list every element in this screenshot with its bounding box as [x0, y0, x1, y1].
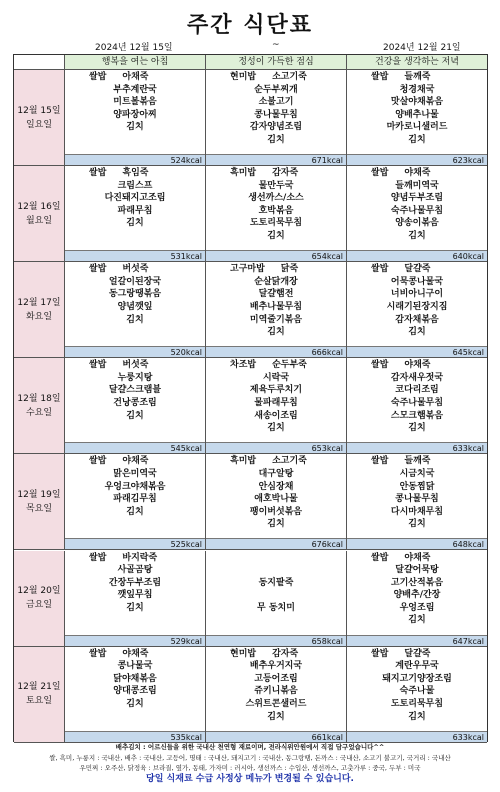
menu-item: 파래김무침	[113, 494, 157, 505]
date-range	[0, 40, 500, 54]
meal-menu	[347, 648, 487, 724]
menu-item: 김치	[408, 134, 426, 145]
meal-rice: 쌀밥	[371, 456, 389, 467]
menu-item: 생선까스/소스	[248, 193, 304, 204]
menu-item: 스위트콘샐러드	[245, 698, 307, 709]
meal-menu	[347, 167, 487, 243]
origin-line-1: 쌀, 흑미, 누룽지 : 국내산, 배추 : 국내산, 고등어, 명태 : 국내산, 돼지고기 : 국내산, 동그랑땡, 돈까스 : 국내산, 소고기 불고기, 국거리 : 국내산	[49, 754, 451, 762]
menu-item: 팽이버섯볶음	[249, 506, 303, 517]
calorie-bar: 633kcal	[347, 731, 487, 742]
menu-item: 김치	[126, 698, 144, 709]
menu-item: 맛살야채볶음	[390, 97, 444, 108]
calorie-bar: 671kcal	[206, 154, 346, 165]
day-row	[14, 454, 487, 550]
day-date: 12월 21일	[17, 682, 61, 693]
calorie-bar: 653kcal	[206, 442, 346, 453]
meal-rice: 쌀밥	[89, 360, 107, 371]
header-corner	[14, 55, 65, 70]
menu-item: 김치	[408, 519, 426, 530]
meal-porridge: 버섯죽	[122, 360, 149, 371]
meal-porridge: 달걀죽	[404, 648, 431, 659]
menu-item: 스모크햄볶음	[390, 410, 444, 421]
meal-porridge: 야채죽	[404, 168, 431, 179]
meal-staples	[65, 455, 205, 468]
day-weekday: 수요일	[25, 407, 53, 418]
day-row	[14, 70, 487, 166]
meal-menu	[65, 552, 205, 615]
meal-staples	[347, 552, 487, 565]
meal-staples	[347, 359, 487, 372]
menu-table	[13, 54, 488, 742]
menu-item: 안심장채	[258, 481, 294, 492]
calorie-bar: 545kcal	[65, 442, 205, 453]
menu-item: 숙주나물무침	[390, 205, 444, 216]
calorie-bar: 623kcal	[347, 154, 487, 165]
meal-cell-dinner	[347, 454, 487, 549]
meal-menu	[206, 359, 346, 435]
menu-item: 순살닭개장	[254, 276, 298, 287]
menu-item: 돼지고기양장조림	[382, 673, 452, 684]
kimchi-note: 배추김치 : 어르신들을 위한 국내산 천연형 재료이며, 전라식위안원에서 직접 담구었습니다^^	[115, 743, 385, 751]
menu-item: 다진돼지고조림	[104, 193, 166, 204]
meal-rice: 쌀밥	[371, 552, 389, 563]
header-dinner: 건강을 생각하는 저녁	[347, 55, 487, 70]
menu-item: 맑은미역국	[113, 468, 157, 479]
meal-staples	[65, 552, 205, 565]
meal-rice: 쌀밥	[371, 648, 389, 659]
meal-cell-dinner	[347, 70, 487, 165]
meal-porridge: 순두부죽	[272, 360, 307, 371]
menu-item: 안동찜닭	[399, 481, 435, 492]
meal-porridge: 들깨죽	[404, 456, 431, 467]
calorie-bar: 531kcal	[65, 250, 205, 261]
meal-staples	[347, 263, 487, 276]
day-label	[14, 262, 65, 357]
meal-porridge: 바지락죽	[122, 552, 158, 563]
meal-porridge: 닭죽	[280, 264, 299, 275]
day-label	[14, 166, 65, 261]
menu-item: 김치	[408, 423, 426, 434]
menu-item: 시금치국	[399, 468, 435, 479]
menu-item: 달걀햄전	[258, 289, 294, 300]
meal-porridge: 들깨죽	[404, 72, 431, 82]
day-date: 12월 15일	[17, 105, 61, 116]
menu-item: 콩나물무침	[395, 494, 439, 505]
meal-rice: 차조밥	[230, 360, 257, 371]
meal-cell-lunch	[206, 262, 347, 357]
meal-menu	[206, 263, 346, 339]
meal-cell-dinner	[347, 647, 487, 742]
menu-item: 달걀어묵탕	[395, 565, 439, 576]
menu-item	[206, 589, 346, 602]
day-label	[14, 647, 65, 742]
meal-rice: 쌀밥	[371, 72, 389, 82]
meal-porridge: 소고기죽	[272, 72, 307, 82]
calorie-bar: 648kcal	[347, 538, 487, 549]
calorie-bar: 661kcal	[206, 731, 346, 742]
menu-item: 부추계란국	[113, 84, 157, 95]
menu-item: 양송이볶음	[395, 218, 439, 229]
menu-item: 크림스프	[117, 180, 153, 191]
menu-item: 애호박나물	[254, 494, 298, 505]
menu-item: 숙주나물무침	[390, 398, 444, 409]
meal-staples	[206, 455, 346, 468]
menu-item: 시락국	[262, 372, 290, 383]
menu-item: 양념두부조림	[390, 193, 444, 204]
menu-item: 감자채볶음	[395, 314, 439, 325]
menu-item: 제육두루치기	[249, 385, 303, 396]
origin-line-2: 우민찌 : 오주산, 닭정육 : 브라질, 옆가, 동태, 가자미 : 러시아, 생선까스 : 수입산, 생선까스, 고춧가루 : 중국, 두부 : 미국	[79, 764, 421, 772]
menu-item: 김치	[267, 231, 285, 242]
calorie-bar: 647kcal	[347, 635, 487, 646]
day-weekday: 화요일	[25, 311, 53, 322]
day-label	[14, 358, 65, 453]
menu-item: 배추우거지국	[249, 661, 303, 672]
date-separator: ~	[272, 40, 280, 50]
menu-item: 마카로니샐러드	[386, 122, 448, 133]
meal-cell-breakfast	[65, 551, 206, 646]
menu-item: 쥬키니볶음	[254, 686, 298, 697]
calorie-bar: 658kcal	[206, 635, 346, 646]
menu-item: 동지팥죽	[258, 577, 294, 588]
menu-item: 시래기된장지짐	[386, 301, 448, 312]
menu-item: 콩나물국	[117, 661, 153, 672]
menu-item: 배추나물무침	[249, 301, 303, 312]
meal-porridge: 흑임죽	[122, 168, 149, 179]
menu-item: 양배추나물	[395, 109, 439, 120]
meal-staples	[65, 71, 205, 84]
menu-item: 김치	[126, 218, 144, 229]
meal-cell-dinner	[347, 551, 487, 646]
menu-item: 건낭콩조림	[113, 398, 157, 409]
meal-rice: 흑미밥	[230, 168, 257, 179]
menu-item: 김치	[267, 134, 285, 145]
menu-item: 사골곰탕	[117, 565, 153, 576]
menu-item: 우엉크야채볶음	[104, 481, 166, 492]
calorie-bar: 654kcal	[206, 250, 346, 261]
meal-rice: 현미밥	[230, 72, 257, 82]
meal-rice: 쌀밥	[89, 168, 107, 179]
menu-item: 미트볼볶음	[113, 97, 157, 108]
meal-staples	[347, 648, 487, 661]
meal-cell-lunch	[206, 166, 347, 261]
meal-menu	[65, 648, 205, 711]
day-date: 12월 17일	[17, 297, 61, 308]
calorie-bar: 666kcal	[206, 346, 346, 357]
meal-porridge: 소고기죽	[272, 456, 307, 467]
menu-item: 김치	[267, 423, 285, 434]
menu-item: 계란우무국	[395, 661, 439, 672]
meal-porridge: 야채죽	[122, 456, 149, 467]
menu-item: 김치	[126, 314, 144, 325]
meal-menu	[65, 359, 205, 422]
menu-item: 숙주나물	[399, 686, 435, 697]
menu-item: 간장두부조림	[108, 577, 162, 588]
meal-rice: 쌀밥	[89, 264, 107, 275]
menu-item: 대구알탕	[258, 468, 294, 479]
meal-cell-lunch	[206, 647, 347, 742]
menu-item	[206, 564, 346, 577]
day-row	[14, 647, 487, 743]
meal-cell-breakfast	[65, 454, 206, 549]
date-start: 2024년 12월 15일	[95, 43, 173, 53]
meal-menu	[347, 71, 487, 147]
day-date: 12월 19일	[17, 489, 61, 500]
menu-item: 양대콩조림	[113, 686, 157, 697]
meal-porridge: 버섯죽	[122, 264, 149, 275]
menu-item: 닭야채볶음	[113, 673, 157, 684]
meal-menu	[206, 167, 346, 243]
menu-item: 새송이조림	[254, 410, 298, 421]
menu-item: 너비아니구이	[390, 289, 444, 300]
menu-item: 감자새우젓국	[390, 372, 444, 383]
meal-menu	[206, 455, 346, 531]
meal-staples	[206, 359, 346, 372]
meal-menu	[65, 455, 205, 518]
calorie-bar: 640kcal	[347, 250, 487, 261]
menu-item: 물만두국	[258, 180, 294, 191]
meal-menu	[65, 263, 205, 326]
calorie-bar: 645kcal	[347, 346, 487, 357]
calorie-bar: 520kcal	[65, 346, 205, 357]
day-row	[14, 551, 487, 647]
meal-menu	[347, 455, 487, 531]
menu-item: 청경채국	[399, 84, 435, 95]
meal-cell-lunch	[206, 358, 347, 453]
meal-staples	[65, 263, 205, 276]
menu-item: 김치	[126, 506, 144, 517]
meal-cell-breakfast	[65, 358, 206, 453]
meal-cell-breakfast	[65, 166, 206, 261]
meal-cell-lunch	[206, 70, 347, 165]
meal-cell-dinner	[347, 262, 487, 357]
meal-menu	[206, 552, 346, 628]
menu-item: 김치	[126, 410, 144, 421]
menu-item: 파래무침	[117, 205, 153, 216]
calorie-bar: 535kcal	[65, 731, 205, 742]
menu-item: 물파래무침	[254, 398, 298, 409]
meal-menu	[206, 648, 346, 724]
menu-item: 코다리조림	[395, 385, 439, 396]
menu-item: 다시마채무침	[390, 506, 444, 517]
menu-item: 감자양념조림	[249, 122, 303, 133]
meal-staples	[65, 359, 205, 372]
meal-staples	[206, 167, 346, 180]
meal-menu	[347, 359, 487, 435]
meal-porridge: 야채죽	[122, 648, 149, 659]
day-label	[14, 454, 65, 549]
menu-item: 김치	[267, 327, 285, 338]
menu-item: 김치	[408, 615, 426, 626]
calorie-bar: 676kcal	[206, 538, 346, 549]
day-label	[14, 70, 65, 165]
day-label	[14, 551, 65, 646]
meal-rice: 현미밥	[230, 648, 257, 659]
calorie-bar: 524kcal	[65, 154, 205, 165]
menu-item: 동그랑땡볶음	[108, 289, 162, 300]
menu-item: 김치	[267, 711, 285, 722]
meal-cell-dinner	[347, 166, 487, 261]
day-row	[14, 262, 487, 358]
menu-item: 양파장아찌	[113, 109, 157, 120]
day-row	[14, 358, 487, 454]
meal-porridge: 야채죽	[404, 360, 431, 371]
menu-item: 어묵콩나물국	[390, 276, 444, 287]
menu-item: 김치	[408, 327, 426, 338]
menu-item: 누룽지탕	[117, 372, 153, 383]
menu-item: 순두부찌개	[254, 84, 298, 95]
meal-menu	[347, 263, 487, 339]
menu-item: 우엉조림	[399, 602, 435, 613]
meal-porridge: 감자죽	[272, 648, 299, 659]
menu-item: 김치	[408, 711, 426, 722]
menu-item: 소불고기	[258, 97, 294, 108]
meal-staples	[206, 71, 346, 84]
menu-item: 고기산적볶음	[390, 577, 444, 588]
meal-porridge: 감자죽	[272, 168, 299, 179]
meal-rice: 쌀밥	[89, 552, 107, 563]
meal-cell-lunch	[206, 551, 347, 646]
day-weekday: 월요일	[25, 215, 53, 226]
meal-staples	[206, 263, 346, 276]
meal-cell-breakfast	[65, 262, 206, 357]
menu-item: 김치	[408, 231, 426, 242]
meal-rice: 쌀밥	[371, 360, 389, 371]
header-lunch: 정성이 가득한 점심	[206, 55, 347, 70]
meal-porridge: 아채죽	[122, 72, 149, 82]
meal-menu	[65, 167, 205, 230]
menu-change-notice: 당일 식재료 수급 사정상 메뉴가 변경될 수 있습니다.	[146, 774, 354, 784]
menu-item	[206, 614, 346, 627]
menu-item: 김치	[267, 519, 285, 530]
day-weekday: 일요일	[25, 119, 53, 130]
menu-item: 깻잎무침	[117, 590, 153, 601]
menu-item: 무 동치미	[257, 602, 295, 613]
day-weekday: 목요일	[25, 503, 53, 514]
meal-staples	[65, 648, 205, 661]
day-weekday: 토요일	[25, 696, 53, 707]
meal-staples	[347, 455, 487, 468]
meal-cell-lunch	[206, 454, 347, 549]
menu-item: 김치	[126, 122, 144, 133]
meal-rice: 쌀밥	[371, 264, 389, 275]
meal-menu	[206, 71, 346, 147]
meal-porridge: 달걀죽	[404, 264, 431, 275]
meal-menu	[65, 71, 205, 134]
meal-rice: 흑미밥	[230, 456, 257, 467]
calorie-bar: 525kcal	[65, 538, 205, 549]
menu-item: 들깨미역국	[395, 180, 439, 191]
day-date: 12월 20일	[17, 586, 61, 597]
meal-porridge: 야채죽	[404, 552, 431, 563]
menu-item: 양념깻잎	[117, 301, 153, 312]
meal-rice: 쌀밥	[89, 456, 107, 467]
meal-rice: 쌀밥	[89, 72, 107, 82]
day-weekday: 금요일	[25, 600, 53, 611]
meal-rice: 쌀밥	[371, 168, 389, 179]
menu-item: 달걀스크램블	[108, 385, 162, 396]
menu-item: 고등어조림	[254, 673, 298, 684]
menu-item: 미역줄기볶음	[249, 314, 303, 325]
calorie-bar: 633kcal	[347, 442, 487, 453]
menu-item: 호박볶음	[258, 205, 294, 216]
date-end: 2024년 12월 21일	[383, 43, 461, 53]
menu-item: 얼갈이된장국	[108, 276, 162, 287]
page-title: 주간 식단표	[187, 13, 313, 38]
menu-item: 양배추/간장	[393, 590, 441, 601]
meal-staples	[206, 648, 346, 661]
menu-item: 도토리묵무침	[249, 218, 303, 229]
meal-rice: 고구마밥	[230, 264, 265, 275]
menu-item: 김치	[126, 602, 144, 613]
meal-rice: 쌀밥	[89, 648, 107, 659]
header-breakfast: 행복을 여는 아침	[65, 55, 206, 70]
meal-staples	[206, 552, 346, 565]
meal-cell-dinner	[347, 358, 487, 453]
meal-cell-breakfast	[65, 647, 206, 742]
day-date: 12월 18일	[17, 393, 61, 404]
meal-staples	[347, 167, 487, 180]
meal-menu	[347, 552, 487, 628]
day-row	[14, 166, 487, 262]
day-date: 12월 16일	[17, 201, 61, 212]
menu-item: 콩나물무침	[254, 109, 298, 120]
meal-staples	[65, 167, 205, 180]
meal-staples	[347, 71, 487, 84]
calorie-bar: 529kcal	[65, 635, 205, 646]
menu-item: 도토리묵무침	[390, 698, 444, 709]
meal-cell-breakfast	[65, 70, 206, 165]
